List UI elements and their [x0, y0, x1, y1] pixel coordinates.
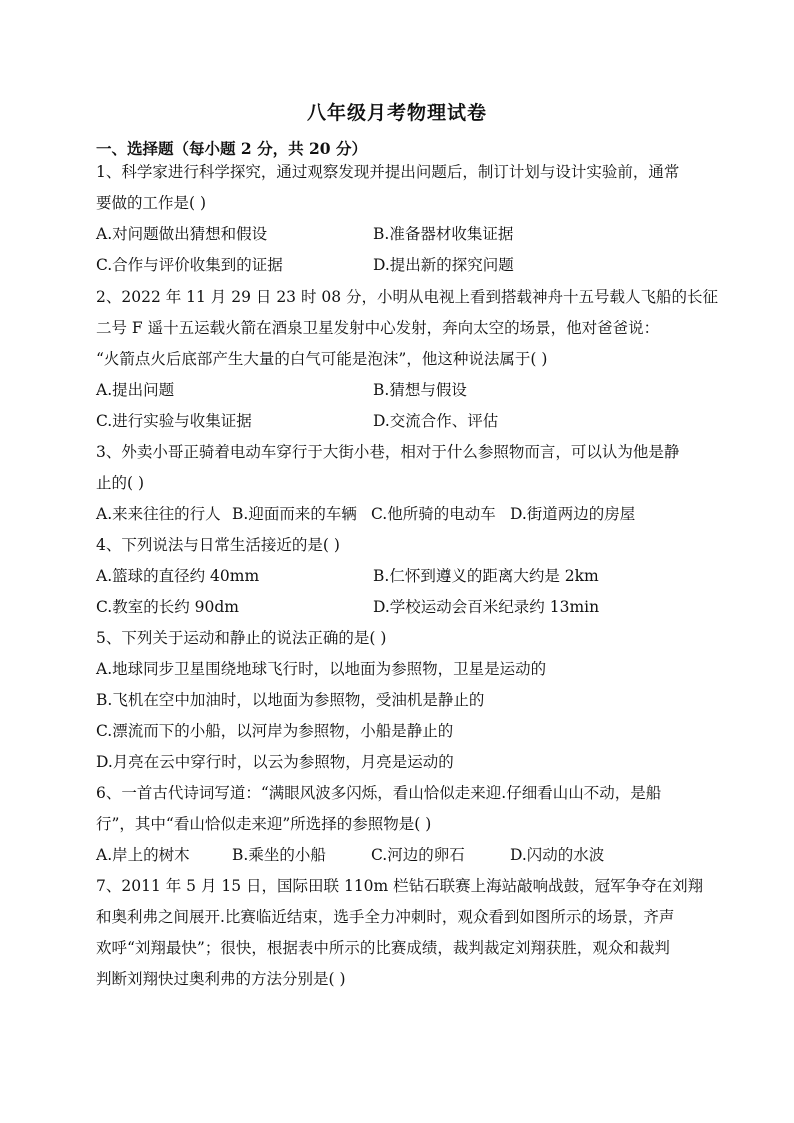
question-3-line-2: 止的( ) — [96, 474, 145, 492]
q6-option-c: C.河边的卵石 — [371, 846, 465, 864]
question-7-line-3: 欢呼“刘翔最快”；很快，根据表中所示的比赛成绩，裁判裁定刘翔获胜，观众和裁判 — [96, 939, 670, 957]
question-2-line-3: “火箭点火后底部产生大量的白气可能是泡沫”，他这种说法属于( ) — [96, 350, 548, 368]
question-1-line-1: 1、科学家进行科学探究，通过观察发现并提出问题后，制订计划与设计实验前，通常 — [96, 163, 680, 181]
q2-option-d: D.交流合作、评估 — [373, 412, 499, 430]
q5-option-b: B.飞机在空中加油时，以地面为参照物，受油机是静止的 — [96, 691, 485, 709]
q5-option-c: C.漂流而下的小船，以河岸为参照物，小船是静止的 — [96, 722, 454, 740]
q4-option-d: D.学校运动会百米纪录约 13min — [373, 598, 600, 616]
q5-option-a: A.地球同步卫星围绕地球飞行时，以地面为参照物，卫星是运动的 — [96, 660, 547, 678]
question-3-line-1: 3、外卖小哥正骑着电动车穿行于大街小巷，相对于什么参照物而言，可以认为他是静 — [96, 443, 680, 461]
q5-option-d: D.月亮在云中穿行时，以云为参照物，月亮是运动的 — [96, 753, 454, 771]
q2-option-a: A.提出问题 — [96, 381, 175, 399]
q1-option-b: B.准备器材收集证据 — [373, 225, 514, 243]
q2-option-b: B.猜想与假设 — [373, 381, 467, 399]
q4-option-a: A.篮球的直径约 40mm — [96, 567, 260, 585]
section-heading: 一、选择题（每小题 2 分，共 20 分） — [96, 139, 367, 158]
question-6-line-2: 行”，其中“看山恰似走来迎”所选择的参照物是( ) — [96, 815, 432, 833]
question-6-line-1: 6、一首古代诗词写道：“满眼风波多闪烁，看山恰似走来迎.仔细看山山不动，是船 — [96, 784, 662, 802]
q3-option-b: B.迎面而来的车辆 — [232, 505, 357, 523]
q3-option-c: C.他所骑的电动车 — [371, 505, 496, 523]
question-4-line-1: 4、下列说法与日常生活接近的是( ) — [96, 536, 340, 554]
question-2-line-2: 二号 F 遥十五运载火箭在酒泉卫星发射中心发射，奔向太空的场景，他对爸爸说： — [96, 319, 660, 337]
q1-option-c: C.合作与评价收集到的证据 — [96, 256, 283, 274]
question-2-line-1: 2、2022 年 11 月 29 日 23 时 08 分，小明从电视上看到搭载神舟十五号载人飞船的长征 — [96, 288, 719, 306]
question-7-line-1: 7、2011 年 5 月 15 日，国际田联 110m 栏钻石联赛上海站敲响战鼓，冠军争夺在刘翔 — [96, 877, 704, 895]
q4-option-b: B.仁怀到遵义的距离大约是 2km — [373, 567, 599, 585]
q4-option-c: C.教室的长约 90dm — [96, 598, 240, 616]
q2-option-c: C.进行实验与收集证据 — [96, 412, 252, 430]
page-title: 八年级月考物理试卷 — [306, 102, 487, 124]
q1-option-d: D.提出新的探究问题 — [373, 256, 514, 274]
q6-option-b: B.乘坐的小船 — [232, 846, 326, 864]
q3-option-d: D.街道两边的房屋 — [510, 505, 636, 523]
question-1-line-2: 要做的工作是( ) — [96, 194, 207, 212]
q1-option-a: A.对问题做出猜想和假设 — [96, 225, 268, 243]
question-5-line-1: 5、下列关于运动和静止的说法正确的是( ) — [96, 629, 387, 647]
q6-option-d: D.闪动的水波 — [510, 846, 605, 864]
q6-option-a: A.岸上的树木 — [96, 846, 190, 864]
question-7-line-4: 判断刘翔快过奥利弗的方法分别是( ) — [96, 970, 346, 988]
question-7-line-2: 和奥利弗之间展开.比赛临近结束，选手全力冲刺时，观众看到如图所示的场景，齐声 — [96, 908, 675, 926]
q3-option-a: A.来来往往的行人 — [96, 505, 221, 523]
